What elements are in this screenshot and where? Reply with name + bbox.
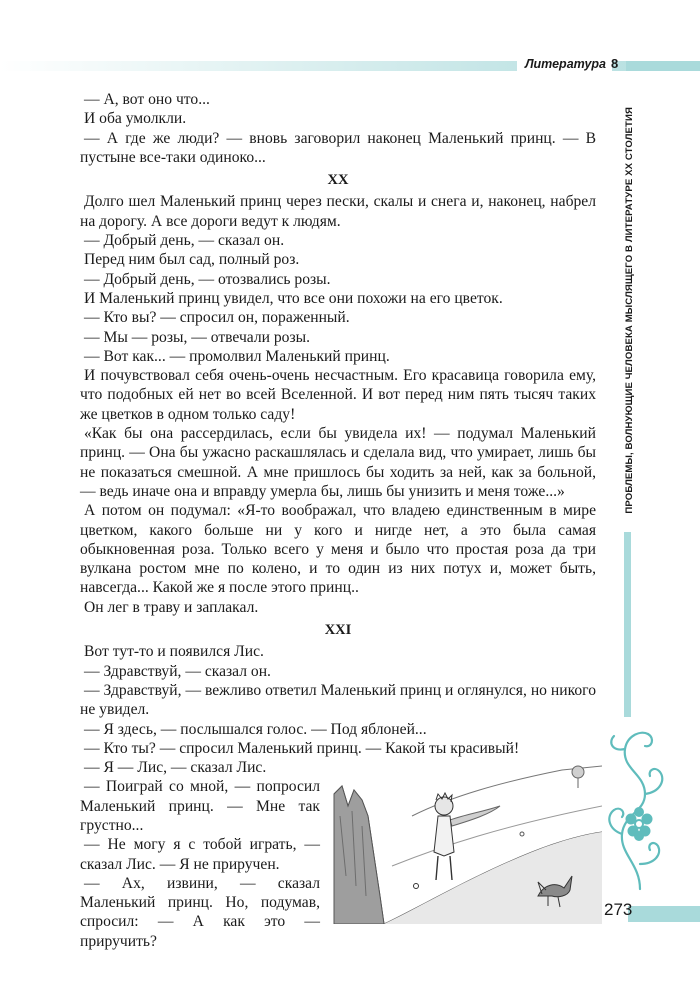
little-prince-and-fox-illustration [332, 756, 602, 924]
paragraph: — Вот как... — промолвил Маленький принц. [84, 347, 390, 365]
paragraph: И оба умолкли. [84, 110, 187, 128]
paragraph: И почувствовал себя очень-очень несчастным. Его красавица говорила ему, что подобных ей нет во всей Вселенной. И вот перед ним пять тысяч таких же цветков в одном только саду! [80, 367, 596, 423]
grade-number: 8 [611, 56, 619, 71]
paragraph: — Поиграй со мной, — попросил Маленький принц. — Мне так грустно... [80, 778, 320, 834]
chapter-heading: XX [327, 172, 349, 189]
section-title-text: ПРОБЛЕМЫ, ВОЛНУЮЩИЕ ЧЕЛОВЕКА МЫСЛЯЩЕГО В ЛИТЕРАТУРЕ ХХ СТОЛЕТИЯ [623, 106, 635, 514]
paragraph: — Я — Лис, — сказал Лис. [84, 759, 267, 777]
paragraph: Он лег в траву и заплакал. [84, 598, 259, 616]
chapter-heading: XXI [324, 622, 352, 639]
side-accent-bar [624, 532, 631, 717]
paragraph: — А, вот оно что... [84, 91, 210, 108]
paragraph: — Добрый день, — сказал он. [84, 232, 285, 250]
paragraph: Вот тут-то и появился Лис. [84, 643, 264, 661]
paragraph: — А где же люди? — вновь заговорил наконец Маленький принц. — В пустыне все-таки одиноко... [80, 129, 596, 166]
page-number: 273 [604, 900, 633, 919]
paragraph: — Кто вы? — спросил он, пораженный. [84, 309, 350, 327]
floral-swirl-icon [600, 724, 680, 894]
section-title-vertical [620, 95, 638, 525]
paragraph: — Мы — розы, — отвечали розы. [84, 328, 311, 346]
paragraph: — Кто ты? — спросил Маленький принц. — Какой ты красивый! [84, 739, 520, 757]
paragraph: — Здравствуй, — сказал он. [84, 662, 271, 680]
subject-label: Литература [517, 53, 612, 75]
paragraph: — Здравствуй, — вежливо ответил Маленький принц и оглянулся, но никого не увидел. [80, 681, 596, 719]
paragraph: А потом он подумал: «Я-то воображал, что владею единственным в мире цветком, какого больше ни у кого и нигде нет, а это была самая обыкновенная роза. Только всего у меня и было что простая роза да три вулкана ростом мне по колено, и то один из них потух и, может быть, навсегда... Какой же я после этого принц.. [80, 502, 596, 597]
paragraph: Долго шел Маленький принц через пески, скалы и снега и, наконец, набрел на дорогу. А все дороги ведут к людям. [80, 193, 596, 230]
paragraph: — Я здесь, — послышался голос. — Под яблоней... [84, 720, 427, 738]
paragraph: — Не могу я с тобой играть, — сказал Лис. — Я не приручен. [80, 836, 320, 873]
header-cap [626, 61, 700, 71]
paragraph: Перед ним был сад, полный роз. [84, 251, 300, 269]
paragraph: — Ах, извини, — сказал Маленький принц. Но, подумав, спросил: — А как это — приручить? [80, 874, 320, 950]
paragraph: И Маленький принц увидел, что все они похожи на его цветок. [84, 289, 503, 307]
paragraph: «Как бы она рассердилась, если бы увидела их! — подумал Маленький принц. — Она бы ужасно раскашлялась и сделала вид, что умирает, лишь бы не показаться смешной. А мне пришлось бы ходить за ней, как за больной, — ведь иначе она и вправду умерла бы, лишь бы унизить и меня тоже...» [80, 425, 596, 500]
paragraph: — Добрый день, — отозвались розы. [84, 270, 331, 288]
